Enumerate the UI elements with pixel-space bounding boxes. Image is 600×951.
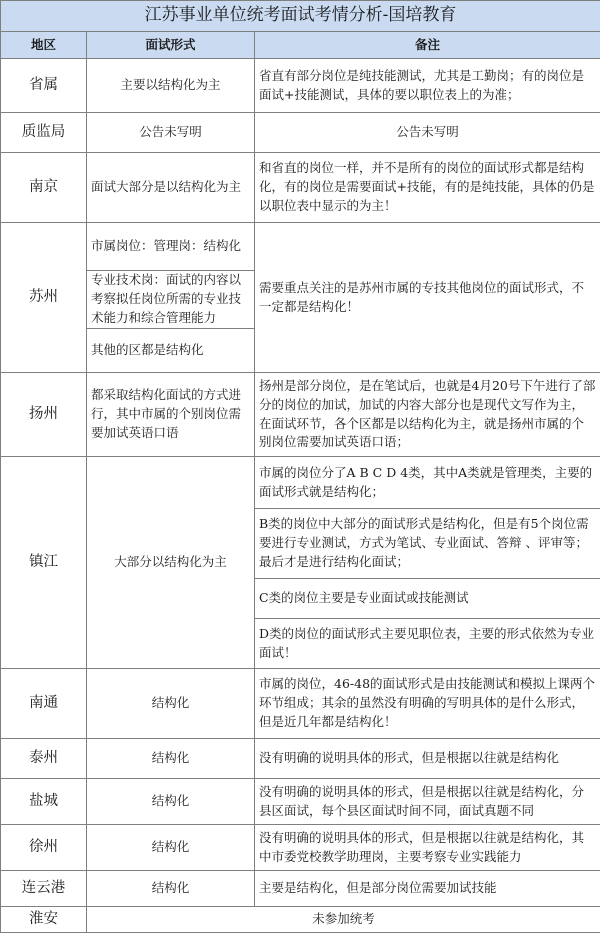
- form-cell: 公告未写明: [87, 113, 255, 153]
- region-cell: 省属: [1, 59, 87, 113]
- form-cell: 其他的区都是结构化: [87, 329, 255, 373]
- note-cell: 没有明确的说明具体的形式，但是根据以往就是结构化: [255, 739, 600, 779]
- region-cell: 质监局: [1, 113, 87, 153]
- form-cell: 结构化: [87, 825, 255, 871]
- note-cell: 扬州是部分岗位，是在笔试后，也就是4月20号下午进行了部分的岗位的加试，加试的内容大部分也是现代文写作为主，在面试环节，各个区都是以结构化为主，就是扬州市属的个别岗位需要加试英语口语；: [255, 373, 600, 457]
- note-cell: 没有明确的说明具体的形式，但是根据以往就是结构化，其中市委党校教学助理岗，主要考察专业实践能力: [255, 825, 600, 871]
- header-region: 地区: [1, 32, 87, 59]
- form-cell: 都采取结构化面试的方式进行，其中市属的个别岗位需要加试英语口语: [87, 373, 255, 457]
- header-note: 备注: [255, 32, 600, 59]
- region-cell: 盐城: [1, 779, 87, 825]
- table-row: [1, 779, 600, 825]
- note-cell: 市属的岗位分了A B C D 4类，其中A类就是管理类，主要的面试形式就是结构化；: [255, 457, 600, 509]
- region-cell: 泰州: [1, 739, 87, 779]
- note-cell: 主要是结构化，但是部分岗位需要加试技能: [255, 871, 600, 907]
- region-cell: 淮安: [1, 907, 87, 933]
- region-cell: 扬州: [1, 373, 87, 457]
- region-cell: 苏州: [1, 223, 87, 373]
- note-cell: D类的岗位的面试形式主要见职位表，主要的形式依然为专业面试！: [255, 619, 600, 669]
- note-cell: 省直有部分岗位是纯技能测试，尤其是工勤岗；有的岗位是面试+技能测试，具体的要以职位表上的为准；: [255, 59, 600, 113]
- table-row: [1, 739, 600, 779]
- table-row: [1, 373, 600, 457]
- table-row: [1, 669, 600, 739]
- note-cell: 市属的岗位，46-48的面试形式是由技能测试和模拟上课两个环节组成；其余的虽然没有明确的写明具体的是什么形式，但是近几年都是结构化！: [255, 669, 600, 739]
- note-cell: B类的岗位中大部分的面试形式是结构化，但是有5个岗位需要进行专业测试，方式为笔试、专业面试、答辩 、评审等；最后才是进行结构化面试；: [255, 509, 600, 579]
- note-cell: 公告未写明: [255, 113, 600, 153]
- form-cell: 专业技术岗：面试的内容以考察拟任岗位所需的专业技术能力和综合管理能力: [87, 271, 255, 329]
- region-cell: 南通: [1, 669, 87, 739]
- table-row: [1, 825, 600, 871]
- note-cell: C类的岗位主要是专业面试或技能测试: [255, 579, 600, 619]
- note-cell: 没有明确的说明具体的形式，但是根据以往就是结构化，分县区面试，每个县区面试时间不同，面试真题不同: [255, 779, 600, 825]
- table-row: [1, 223, 600, 271]
- table-row: [1, 457, 600, 509]
- form-cell: 结构化: [87, 669, 255, 739]
- region-cell: 南京: [1, 153, 87, 223]
- table-row: [1, 871, 600, 907]
- form-cell: 大部分以结构化为主: [87, 457, 255, 669]
- region-cell: 镇江: [1, 457, 87, 669]
- note-cell: 和省直的岗位一样，并不是所有的岗位的面试形式都是结构化，有的岗位是需要面试+技能，有的是纯技能，具体的仍是以职位表中显示的为主！: [255, 153, 600, 223]
- table-row: [1, 153, 600, 223]
- region-cell: 徐州: [1, 825, 87, 871]
- merged-cell: 未参加统考: [87, 907, 600, 933]
- note-cell: 需要重点关注的是苏州市属的专技其他岗位的面试形式，不一定都是结构化！: [255, 223, 600, 373]
- header-form: 面试形式: [87, 32, 255, 59]
- table-row: [1, 59, 600, 113]
- form-cell: 结构化: [87, 779, 255, 825]
- form-cell: 面试大部分是以结构化为主: [87, 153, 255, 223]
- form-cell: 结构化: [87, 871, 255, 907]
- table-title: 江苏事业单位统考面试考情分析-国培教育: [1, 1, 600, 32]
- region-cell: 连云港: [1, 871, 87, 907]
- form-cell: 结构化: [87, 739, 255, 779]
- form-cell: 主要以结构化为主: [87, 59, 255, 113]
- table-row: [1, 113, 600, 153]
- table-row: [1, 907, 600, 933]
- form-cell: 市属岗位：管理岗：结构化: [87, 223, 255, 271]
